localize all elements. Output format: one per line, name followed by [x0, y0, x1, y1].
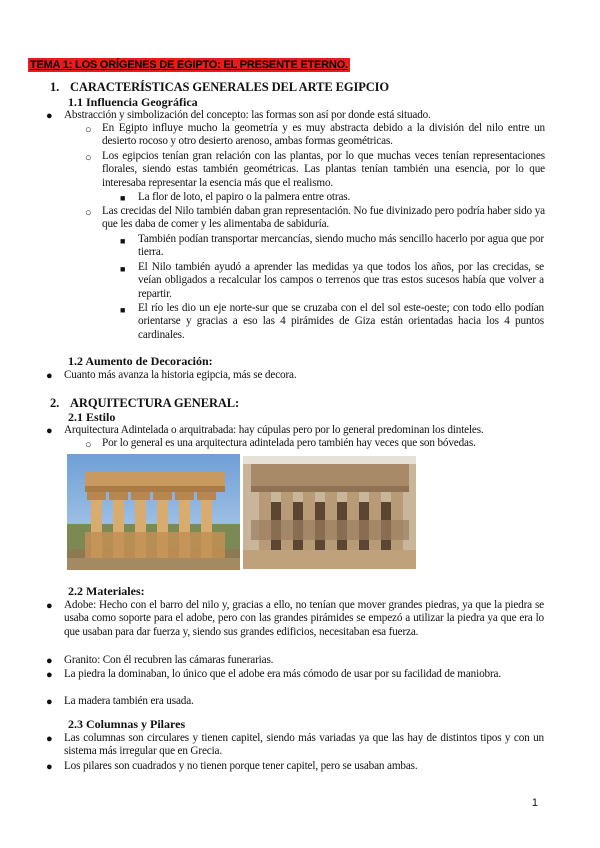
paragraph-1-1-a: Abstracción y simbolización del concepto: las formas son así por donde está situado.	[64, 109, 431, 121]
section-1-number: 1.	[50, 80, 60, 94]
circle-bullet-icon	[85, 207, 92, 220]
columns-paragraph: Las columnas son circulares y tienen capitel, siendo más variadas ya que las hay de distintos tipos y con un sistema más irregular que en Grecia.	[64, 732, 544, 758]
materials-stone: La piedra la dominaban, lo único que el adobe era más cómodo de usar por su facilidad de maniobra.	[64, 668, 501, 680]
bullet-icon	[46, 655, 53, 668]
page-number: 1	[531, 797, 538, 809]
subsection-2-3-heading: 2.3 Columnas y Pilares	[68, 717, 186, 731]
bullet-icon	[46, 110, 53, 123]
bullet-icon	[46, 669, 53, 682]
square-bullet-icon	[120, 304, 125, 317]
section-1-title: CARACTERÍSTICAS GENERALES DEL ARTE EGIPCIO	[70, 80, 390, 94]
materials-wood: La madera también era usada.	[64, 695, 194, 707]
paragraph-1-1-a-iii-2: El Nilo también ayudó a aprender las medidas ya que todos los años, por las crecidas, se veían obligados a recalcular los campos o terrenos que tras estos sucesos había que volver a repartir.	[138, 261, 544, 300]
paragraph-1-1-a-iii-3: El río les dio un eje norte-sur que se cruzaba con el del sol este-oeste; con todo ello podían orientarse y gracias a eso las 4 pirámides de Giza están orientadas hacia los 4 puntos cardinales.	[138, 302, 544, 341]
subsection-2-1-heading: 2.1 Estilo	[68, 410, 116, 424]
kiosk-temple-photo	[67, 454, 240, 570]
circle-bullet-icon	[85, 439, 92, 452]
subsection-1-1-heading: 1.1 Influencia Geográfica	[68, 95, 198, 109]
bullet-icon	[46, 696, 53, 709]
bullet-icon	[46, 600, 53, 613]
bullet-icon	[46, 761, 53, 774]
materials-granite: Granito: Con él recubren las cámaras funerarias.	[64, 654, 274, 666]
section-2-heading	[50, 396, 239, 410]
square-bullet-icon	[120, 235, 125, 248]
paragraph-1-2-a: Cuanto más avanza la historia egipcia, más se decora.	[64, 369, 297, 381]
bullet-icon	[46, 425, 53, 438]
circle-bullet-icon	[85, 124, 92, 137]
bullet-icon	[46, 370, 53, 383]
paragraph-1-1-a-ii: Los egipcios tenían gran relación con las plantas, por lo que muchas veces tenían representaciones florales, siendo estas también geométricas. Las plantas tenían también una esencia, por lo que interesaba representar la esencia más que el realismo.	[102, 150, 545, 189]
paragraph-1-1-a-iii: Las crecidas del Nilo también daban gran representación. No fue divinizado pero podría haber sido ya que les daba de comer y les alimentaba de sabiduría.	[102, 205, 545, 231]
materials-adobe: Adobe: Hecho con el barro del nilo y, gracias a ello, no tenían que mover grandes piedras, ya que la piedra se usaba como soporte para el adobe, pero con las grandes pirámides se empezó a utilizar la piedra ya que era lo que usaban para dar fuerza y, siendo sus grandes edificios, necesitaban esa fuerza.	[64, 599, 544, 638]
square-bullet-icon	[120, 263, 125, 276]
square-bullet-icon	[120, 192, 125, 205]
circle-bullet-icon	[85, 152, 92, 165]
paragraph-1-1-a-i: En Egipto influye mucho la geometría y es muy abstracta debido a la división del nilo entre un desierto rocoso y otro desierto arenoso, ambas formas geométricas.	[102, 122, 545, 148]
section-2-title: ARQUITECTURA GENERAL:	[70, 396, 240, 410]
paragraph-2-1-a: Arquitectura Adintelada o arquitrabada: hay cúpulas pero por lo general predominan los dinteles.	[64, 424, 484, 436]
section-2-number: 2.	[50, 396, 60, 410]
subsection-2-2-heading: 2.2 Materiales:	[68, 584, 145, 598]
paragraph-2-1-a-i: Por lo general es una arquitectura adintelada pero también hay veces que son bóvedas.	[102, 437, 476, 449]
section-1-heading	[50, 80, 389, 94]
paragraph-1-1-a-ii-1: La flor de loto, el papiro o la palmera entre otras.	[138, 191, 351, 203]
pillars-paragraph: Los pilares son cuadrados y no tienen porque tener capitel, pero se usaban ambas.	[64, 760, 418, 772]
bullet-icon	[46, 733, 53, 746]
subsection-1-2-heading: 1.2 Aumento de Decoración:	[68, 354, 213, 368]
temple-facade-photo	[243, 456, 416, 569]
paragraph-1-1-a-iii-1: También podían transportar mercancías, siendo mucho más sencillo hacerlo por agua que por tierra.	[138, 233, 544, 259]
document-title: TEMA 1: LOS ORÍGENES DE EGIPTO: EL PRESENTE ETERNO.	[30, 59, 348, 71]
